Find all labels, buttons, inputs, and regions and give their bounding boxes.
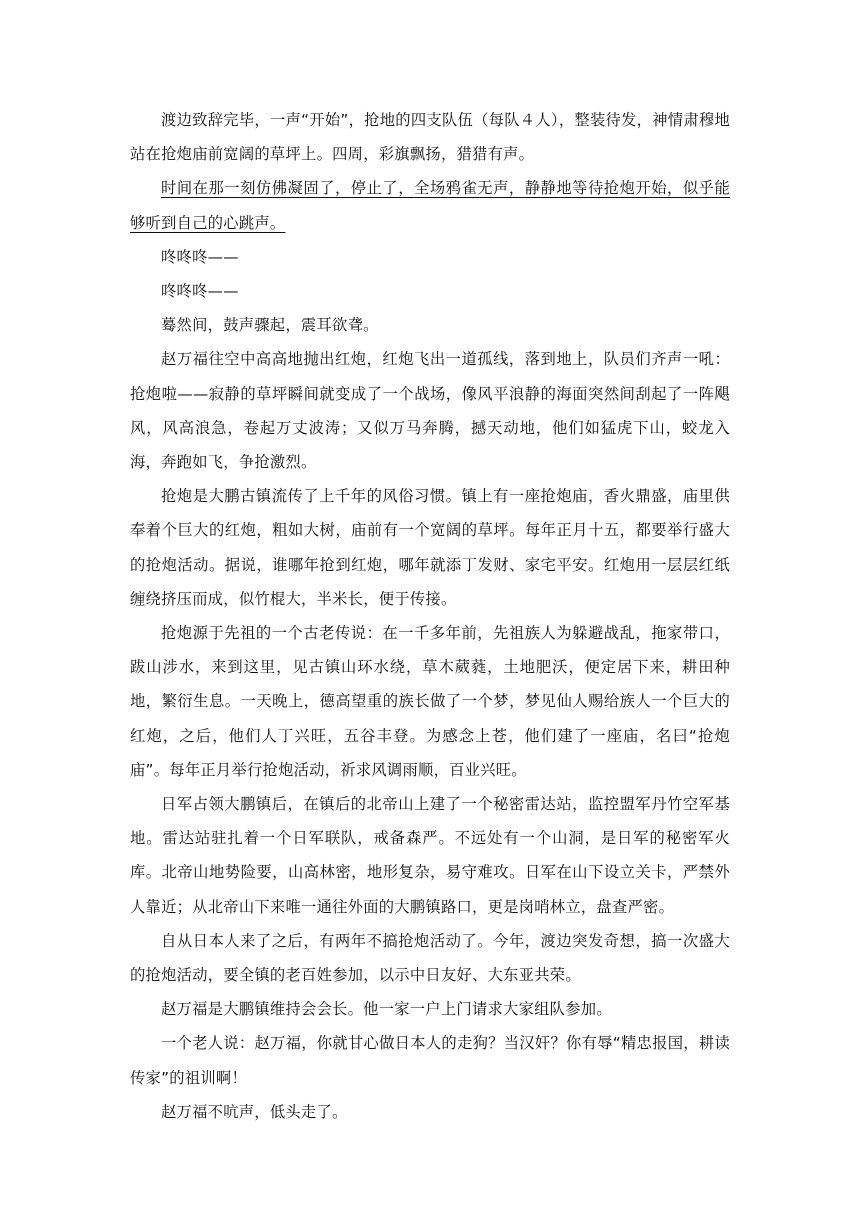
paragraph: 自从日本人来了之后，有两年不搞抢炮活动了。今年，渡边突发奇想，搞一次盛大的抢炮活动，要全镇的老百姓参加，以示中日友好、大东亚共荣。 xyxy=(130,931,730,985)
paragraph: 日军占领大鹏镇后，在镇后的北帝山上建了一个秘密雷达站，监控盟军丹竹空军基地。雷达站驻扎着一个日军联队，戒备森严。不远处有一个山洞，是日军的秘密军火库。北帝山地势险要，山高林密，地形复杂，易守难攻。日军在山下设立关卡，严禁外人靠近；从北帝山下来唯一通往外面的大鹏镇路口，更是岗哨林立，盘查严密。 xyxy=(130,795,730,916)
paragraph: 抢炮源于先祖的一个古老传说：在一千多年前，先祖族人为躲避战乱，拖家带口，跋山涉水，来到这里，见古镇山环水绕，草木葳蕤，土地肥沃，便定居下来，耕田种地，繁衍生息。一天晚上，德高望重的族长做了一个梦，梦见仙人赐给族人一个巨大的红炮，之后，他们人丁兴旺，五谷丰登。为感念上苍，他们建了一座庙，名曰“抢炮庙”。每年正月举行抢炮活动，祈求风调雨顺，百业兴旺。 xyxy=(130,624,730,779)
paragraph: 渡边致辞完毕，一声“开始”，抢地的四支队伍（每队４人），整装待发，神情肃穆地站在抢炮庙前宽阔的草坪上。四周，彩旗飘扬，猎猎有声。 xyxy=(130,111,730,164)
paragraph: 抢炮是大鹏古镇流传了上千年的风俗习惯。镇上有一座抢炮庙，香火鼎盛，庙里供奉着个巨大的红炮，粗如大树，庙前有一个宽阔的草坪。每年正月十五，都要举行盛大的抢炮活动。据说，谁哪年抢到红炮，哪年就添丁发财、家宅平安。红炮用一层层红纸缠绕挤压而成，似竹棍大，半米长，便于传接。 xyxy=(130,487,730,608)
paragraph: 蓦然间，鼓声骤起，震耳欲聋。 xyxy=(161,316,379,335)
paragraph: 咚咚咚—— xyxy=(161,282,239,301)
document-body xyxy=(130,103,730,1129)
paragraph: 咚咚咚—— xyxy=(161,247,239,266)
paragraph: 赵万福往空中高高地抛出红炮，红炮飞出一道孤线，落到地上，队员们齐声一吼：抢炮啦——寂静的草坪瞬间就变成了一个战场，像风平浪静的海面突然间刮起了一阵飓风，风高浪急，卷起万丈波涛；又似万马奔腾，撼天动地，他们如猛虎下山，蛟龙入海，奔跑如飞，争抢激烈。 xyxy=(130,350,730,472)
paragraph: 一个老人说：赵万福，你就甘心做日本人的走狗？当汉奸？你有辱“精忠报国，耕读传家”的祖训啊！ xyxy=(130,1034,730,1087)
paragraph: 赵万福不吭声，低头走了。 xyxy=(161,1102,348,1121)
underlined-paragraph: 时间在那一刻仿佛凝固了，停止了，全场鸦雀无声，静静地等待抢炮开始，似乎能够听到自己的心跳声。 xyxy=(130,179,730,232)
paragraph: 赵万福是大鹏镇维持会会长。他一家一户上门请求大家组队参加。 xyxy=(161,1000,612,1019)
